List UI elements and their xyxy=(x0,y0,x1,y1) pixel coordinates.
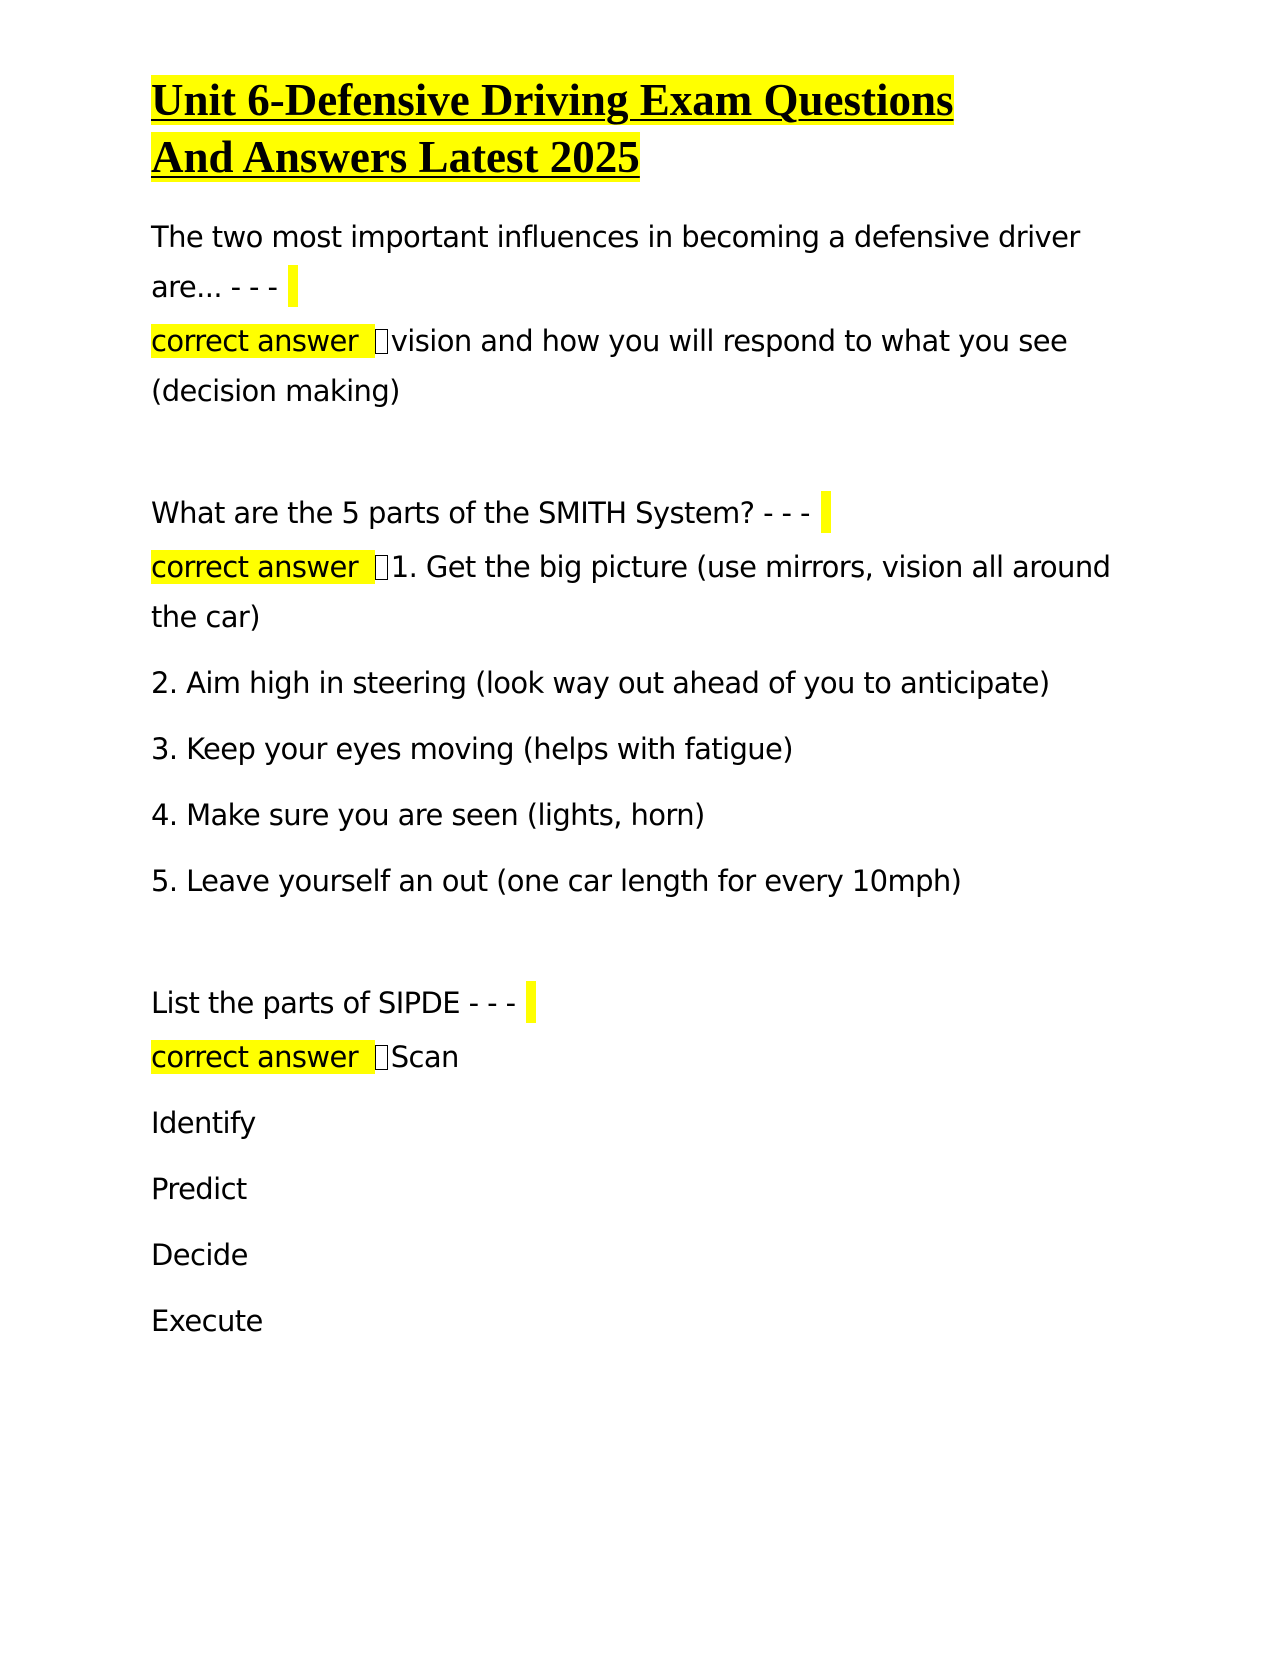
qa-block xyxy=(151,488,1131,906)
answer-list-item: 4. Make sure you are seen (lights, horn) xyxy=(151,798,705,832)
qa-block xyxy=(151,978,1131,1346)
title-line-2: And Answers Latest 2025 xyxy=(151,132,640,182)
highlight-marker xyxy=(821,491,831,533)
answer-list-item: Identify xyxy=(151,1106,256,1140)
answer-list-item: Predict xyxy=(151,1172,247,1206)
highlight-marker xyxy=(288,265,298,307)
qa-list xyxy=(151,212,1131,1346)
answer-list-item: Decide xyxy=(151,1238,248,1272)
answer-text: correct answer Scan xyxy=(151,1040,459,1074)
answer-label: correct answer xyxy=(151,1040,375,1074)
question-text: The two most important influences in becoming a defensive driver are... - - - xyxy=(151,212,1131,312)
checkbox-glyph-icon xyxy=(375,1045,388,1070)
checkbox-glyph-icon xyxy=(375,329,388,354)
answer-label: correct answer xyxy=(151,324,375,358)
question-text: List the parts of SIPDE - - - xyxy=(151,978,1131,1028)
answer-label: correct answer xyxy=(151,550,375,584)
qa-block xyxy=(151,212,1131,416)
answer-list-item: Execute xyxy=(151,1304,263,1338)
answer-list-item: 2. Aim high in steering (look way out ahead of you to anticipate) xyxy=(151,666,1050,700)
answer-text: correct answer vision and how you will respond to what you see (decision making) xyxy=(151,324,1068,408)
checkbox-glyph-icon xyxy=(375,555,388,580)
document-title xyxy=(151,72,1131,186)
answer-list-item: 3. Keep your eyes moving (helps with fatigue) xyxy=(151,732,794,766)
document-content xyxy=(151,72,1131,1346)
answer-text: correct answer 1. Get the big picture (use mirrors, vision all around the car) xyxy=(151,550,1111,634)
highlight-marker xyxy=(526,981,536,1023)
title-line-1: Unit 6-Defensive Driving Exam Questions xyxy=(151,75,954,125)
answer-list-item: 5. Leave yourself an out (one car length for every 10mph) xyxy=(151,864,962,898)
question-text: What are the 5 parts of the SMITH System? - - - xyxy=(151,488,1131,538)
